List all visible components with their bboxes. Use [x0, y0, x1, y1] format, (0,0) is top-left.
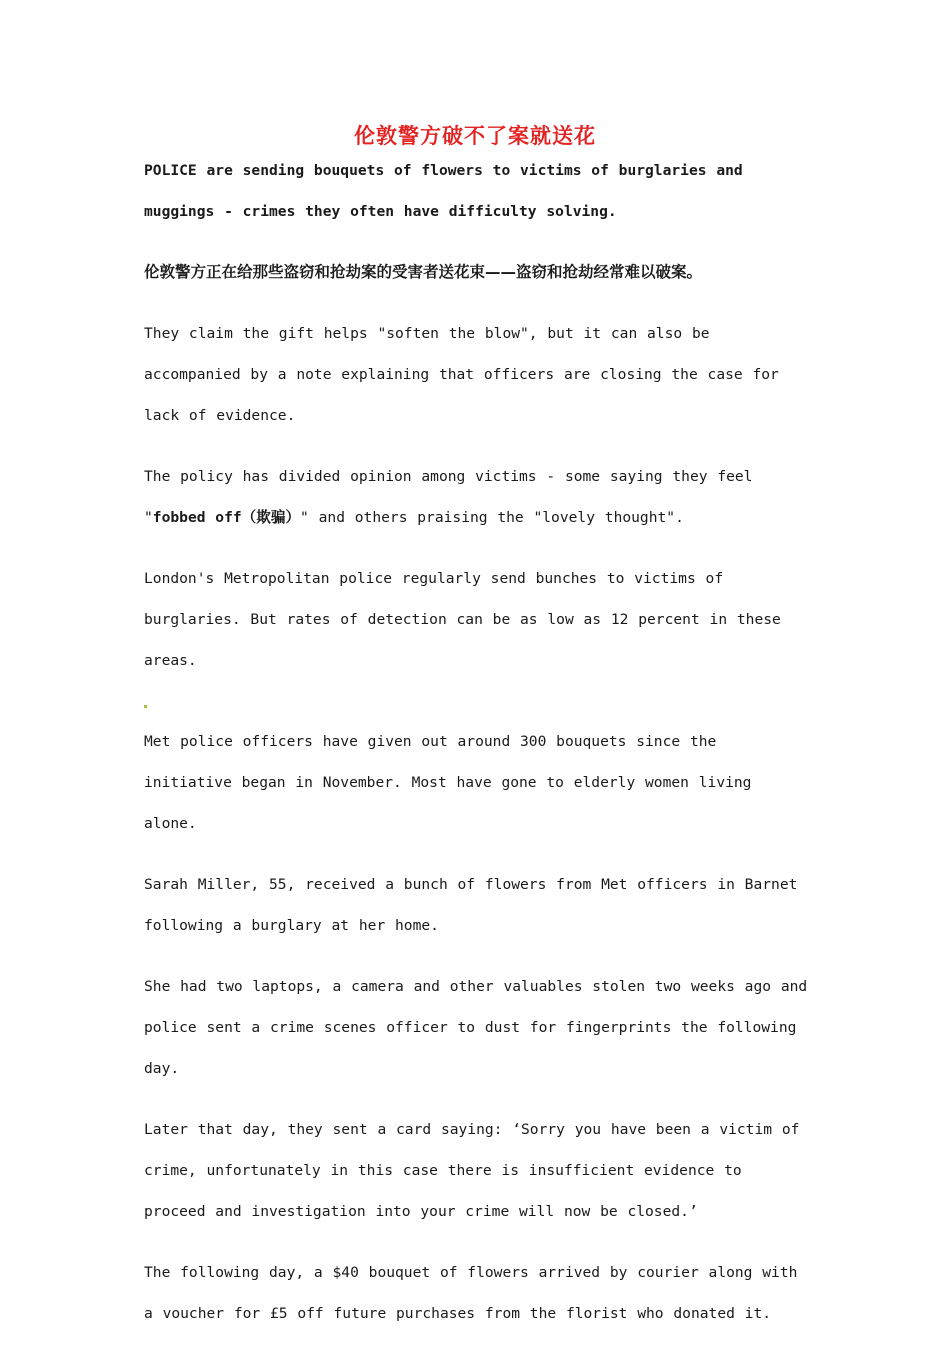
paragraph-7: Later that day, they sent a card saying: ‘Sorry you have been a victim of crime, unfortunately in this case there is insufficient evidence to proceed and investigation into your crime will now be closed.’	[144, 1121, 800, 1220]
lead-paragraph-zh: 伦敦警方正在给那些盗窃和抢劫案的受害者送花束——盗窃和抢劫经常难以破案。	[144, 263, 703, 281]
document-body	[144, 150, 812, 1354]
separator-mark	[144, 701, 812, 721]
paragraph-2	[144, 456, 812, 538]
paragraph-2-bold-term: fobbed off（欺骗）	[152, 509, 301, 526]
paragraph-5: Sarah Miller, 55, received a bunch of flowers from Met officers in Barnet following a burglary at her home.	[144, 876, 798, 934]
paragraph-2-text-b: " and others praising the "lovely thought".	[300, 509, 684, 526]
paragraph-3: London's Metropolitan police regularly send bunches to victims of burglaries. But rates of detection can be as low as 12 percent in these areas.	[144, 570, 781, 669]
paragraph-2-text-a: The policy has divided opinion among victims - some saying they feel "	[144, 468, 753, 526]
document-title: 伦敦警方破不了案就送花	[354, 124, 596, 148]
lead-paragraph-en: POLICE are sending bouquets of flowers to victims of burglaries and muggings - crimes they often have difficulty solving.	[144, 162, 743, 220]
paragraph-1: They claim the gift helps "soften the blow", but it can also be accompanied by a note explaining that officers are closing the case for lack of evidence.	[144, 325, 779, 424]
marker-dot	[144, 705, 147, 708]
paragraph-8: The following day, a $40 bouquet of flowers arrived by courier along with a voucher for £5 off future purchases from the florist who donated it.	[144, 1264, 798, 1322]
paragraph-6: She had two laptops, a camera and other valuables stolen two weeks ago and police sent a crime scenes officer to dust for fingerprints the following day.	[144, 978, 808, 1077]
paragraph-4: Met police officers have given out around 300 bouquets since the initiative began in November. Most have gone to elderly women living alone.	[144, 733, 752, 832]
